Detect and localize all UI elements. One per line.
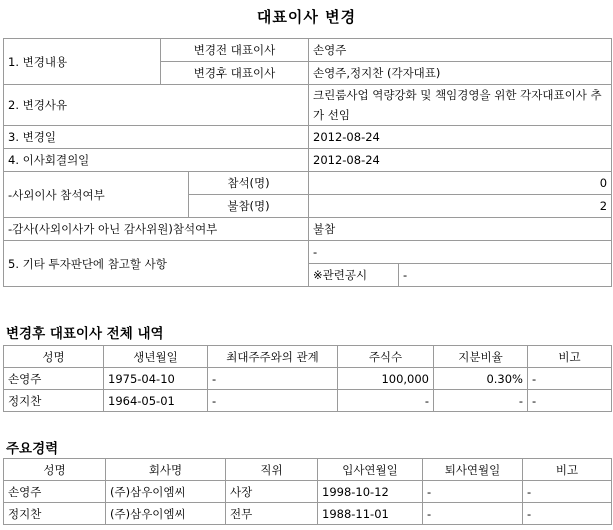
disclosure-table <box>3 38 612 287</box>
ratio-cell: 0.30% <box>434 368 528 390</box>
after-change-table <box>3 345 612 412</box>
column-header: 비고 <box>523 459 612 481</box>
related-value: - <box>399 264 612 287</box>
other-row <box>4 241 612 264</box>
relation-cell: - <box>208 368 338 390</box>
name-cell: 정지찬 <box>4 503 106 525</box>
table-row <box>4 503 612 525</box>
reason-label: 2. 변경사유 <box>4 85 309 126</box>
relation-cell: - <box>208 390 338 412</box>
after-change-heading: 변경후 대표이사 전체 내역 <box>6 326 164 342</box>
other-label: 5. 기타 투자판단에 참고할 사항 <box>4 241 309 287</box>
auditor-row <box>4 218 612 241</box>
ratio-cell: - <box>434 390 528 412</box>
shares-cell: 100,000 <box>338 368 434 390</box>
name-cell: 손영주 <box>4 368 104 390</box>
board-date-row <box>4 149 612 172</box>
table-row <box>4 368 612 390</box>
after-ceo-value: 손영주,정지찬 (각자대표) <box>309 62 612 85</box>
birth-cell: 1964-05-01 <box>104 390 208 412</box>
column-header: 비고 <box>528 346 612 368</box>
change-date-label: 3. 변경일 <box>4 126 309 149</box>
join-date-cell: 1988-11-01 <box>318 503 423 525</box>
column-header: 최대주주와의 관계 <box>208 346 338 368</box>
column-header: 직위 <box>226 459 318 481</box>
position-cell: 사장 <box>226 481 318 503</box>
board-date-label: 4. 이사회결의일 <box>4 149 309 172</box>
column-header: 주식수 <box>338 346 434 368</box>
column-header: 지분비율 <box>434 346 528 368</box>
absent-value: 2 <box>309 195 612 218</box>
table-row <box>4 481 612 503</box>
table-header-row <box>4 346 612 368</box>
before-ceo-value: 손영주 <box>309 39 612 62</box>
leave-date-cell: - <box>423 503 523 525</box>
auditor-value: 불참 <box>309 218 612 241</box>
after-ceo-label: 변경후 대표이사 <box>161 62 309 85</box>
leave-date-cell: - <box>423 481 523 503</box>
before-ceo-label: 변경전 대표이사 <box>161 39 309 62</box>
change-before-row <box>4 39 612 62</box>
change-date-value: 2012-08-24 <box>309 126 612 149</box>
present-label: 참석(명) <box>189 172 309 195</box>
career-table <box>3 458 612 525</box>
column-header: 성명 <box>4 459 106 481</box>
birth-cell: 1975-04-10 <box>104 368 208 390</box>
column-header: 생년월일 <box>104 346 208 368</box>
note-cell: - <box>528 368 612 390</box>
join-date-cell: 1998-10-12 <box>318 481 423 503</box>
other-value: - <box>309 241 612 264</box>
outside-present-row <box>4 172 612 195</box>
present-value: 0 <box>309 172 612 195</box>
absent-label: 불참(명) <box>189 195 309 218</box>
table-row <box>4 390 612 412</box>
change-content-label: 1. 변경내용 <box>4 39 161 85</box>
column-header: 입사연월일 <box>318 459 423 481</box>
auditor-label: -감사(사외이사가 아닌 감사위원)참석여부 <box>4 218 309 241</box>
note-cell: - <box>528 390 612 412</box>
name-cell: 손영주 <box>4 481 106 503</box>
shares-cell: - <box>338 390 434 412</box>
column-header: 퇴사연월일 <box>423 459 523 481</box>
name-cell: 정지찬 <box>4 390 104 412</box>
note-cell: - <box>523 503 612 525</box>
reason-value: 크린룸사업 역량강화 및 책임경영을 위한 각자대표이사 추가 선임 <box>309 85 612 126</box>
column-header: 성명 <box>4 346 104 368</box>
column-header: 회사명 <box>106 459 226 481</box>
board-date-value: 2012-08-24 <box>309 149 612 172</box>
company-cell: (주)삼우이엠씨 <box>106 503 226 525</box>
table-header-row <box>4 459 612 481</box>
reason-row <box>4 85 612 126</box>
related-label: ※관련공시 <box>309 264 399 287</box>
position-cell: 전무 <box>226 503 318 525</box>
page-title: 대표이사 변경 <box>256 8 357 26</box>
company-cell: (주)삼우이엠씨 <box>106 481 226 503</box>
change-date-row <box>4 126 612 149</box>
outside-directors-label: -사외이사 참석여부 <box>4 172 189 218</box>
career-heading: 주요경력 <box>6 441 59 457</box>
note-cell: - <box>523 481 612 503</box>
